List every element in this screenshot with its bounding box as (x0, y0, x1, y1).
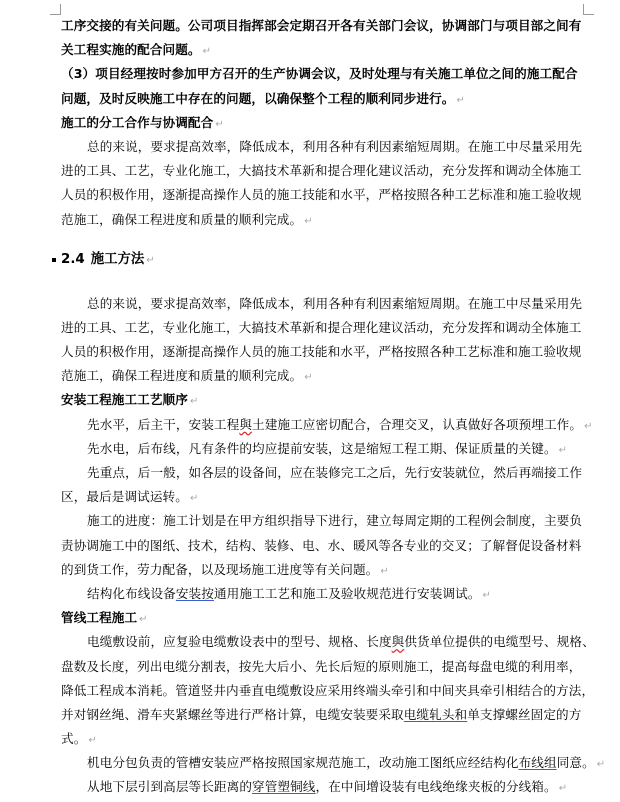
method-line-1: 总的来说，要求提高效率，降低成本，利用各种有利因素缩短周期。在施工中尽量采用先 (87, 295, 583, 311)
paragraph-mark-icon: ↵ (139, 614, 148, 626)
paragraph-mark-icon: ↵ (189, 493, 199, 505)
heading-number: 2.4 (61, 251, 85, 267)
paragraph-mark-icon: ↵ (189, 396, 199, 408)
coop-line-3: 人员的积极作用，逐渐提高操作人员的施工技能和水平，严格按照各种工艺标准和施工验收规 (61, 187, 582, 203)
install-p3-line-1: 先重点，后一般，如各层的设备间，应在装修完工之后，先行安装就位，然后再端接工作 (87, 465, 583, 480)
method-line-4: 范施工，确保工程进度和质量的顺利完成。 ↵ (61, 368, 313, 384)
grammar-flag[interactable]: 安装按 (175, 585, 214, 601)
paragraph-mark-icon: ↵ (304, 372, 313, 384)
coop-line-1: 总的来说，要求提高效率，降低成本，利用各种有利因素缩短周期。在施工中尽量采用先 (87, 138, 583, 154)
install-p4-line-1: 施工的进度：施工计划是在甲方组织指导下进行，建立每周定期的工程例会制度，主要负 (87, 513, 583, 529)
intro-line-2: 关工程实施的配合问题。 ↵ (61, 42, 212, 58)
pipe-line-5: 式。 ↵ (61, 731, 97, 747)
heading-2-4 (61, 240, 580, 280)
heading-bullet-icon (52, 258, 56, 262)
install-p3-line-2: 区，最后是调试运转。 ↵ (61, 489, 199, 505)
paragraph-mark-icon: ↵ (88, 735, 97, 747)
grammar-flag[interactable]: 电缆轧头和 (403, 706, 468, 722)
coop-line-2: 进的工具、工艺，专业化施工，大搞技术革新和提合理化建议活动，充分发挥和调动全体施工 (61, 163, 582, 179)
method-line-3: 人员的积极作用，逐渐提高操作人员的施工技能和水平，严格按照各种工艺标准和施工验收规 (61, 344, 582, 360)
section-title-install: 安装工程施工工艺顺序 ↵ (61, 392, 199, 408)
install-p4-line-3: 的到货工作，劳力配备，以及现场施工进度等有关问题。 ↵ (61, 561, 389, 577)
method-line-2: 进的工具、工艺，专业化施工，大搞技术革新和提合理化建议活动，充分发挥和调动全体施工 (61, 319, 582, 335)
paragraph-mark-icon: ↵ (558, 444, 568, 456)
grammar-flag[interactable]: 穿管塑铜线 (252, 779, 316, 795)
intro-line-1: 工序交接的有关问题。公司项目指挥部会定期召开各有关部门会议，协调部门与项目部之间有 (61, 18, 582, 33)
pipe-line-1: 电缆敷设前，应复验电缆敷设表中的型号、规格、长度與供货单位提供的电缆型号、规格、 (87, 634, 595, 650)
item3-line-2: 问题，及时反映施工中存在的问题，以确保整个工程的顺利同步进行。 ↵ (61, 90, 465, 106)
paragraph-mark-icon: ↵ (482, 589, 492, 601)
spellcheck-flag[interactable]: 與 (239, 416, 253, 432)
paragraph-mark-icon: ↵ (380, 565, 389, 577)
item3-line-1: （3）项目经理按时参加甲方召开的生产协调会议，及时处理与有关施工单位之间的施工配合 (61, 66, 578, 82)
section-title-cooperation: 施工的分工合作与协调配合 ↵ (61, 114, 224, 130)
install-p4-line-2: 责协调施工中的图纸、技术，结构、装修、电、水、暖风等各专业的交叉；了解督促设备材料 (61, 537, 582, 553)
paragraph-mark-icon: ↵ (584, 420, 593, 432)
paragraph-mark-icon: ↵ (202, 46, 212, 58)
coop-line-4: 范施工，确保工程进度和质量的顺利完成。 ↵ (61, 211, 313, 227)
install-p2: 先水电，后布线，凡有条件的均应提前安装，这是缩短工程工期、保证质量的关键。 ↵ (87, 440, 568, 456)
heading-title: 施工方法 (90, 251, 145, 267)
paragraph-mark-icon: ↵ (146, 254, 155, 266)
paragraph-mark-icon: ↵ (456, 94, 465, 106)
paragraph-mark-icon: ↵ (215, 118, 224, 130)
paragraph-mark-icon: ↵ (304, 215, 313, 227)
pipe-line-3: 降低工程成本消耗。管道竖井内垂直电缆敷设应采用终端头牵引和中间夹具牵引相结合的方法， (61, 682, 595, 698)
page-corner-top-left (50, 4, 61, 15)
page-corner-top-right (583, 4, 594, 15)
install-p1: 先水平，后主干，安装工程與土建施工应密切配合，合理交叉，认真做好各项预埋工作。 ↵ (87, 416, 593, 432)
paragraph-mark-icon: ↵ (596, 759, 606, 771)
spellcheck-flag[interactable]: 與 (391, 634, 405, 650)
section-title-pipe: 管线工程施工 ↵ (61, 610, 148, 626)
pipe-p2: 机电分包负责的管槽安装应严格按照国家规范施工，改动施工图纸应经结构化布线组同意。 ↵ (87, 755, 606, 771)
pipe-p3: 从地下层引到高层等长距离的穿管塑铜线，在中间增设装有电线绝缘夹板的分线箱。 ↵ (87, 779, 568, 795)
grammar-flag[interactable]: 布线组 (518, 755, 557, 771)
pipe-line-4: 并对钢丝绳、滑车夹紧螺丝等进行严格计算，电缆安装要采取电缆轧头和单支撑螺丝固定的方 (61, 706, 582, 722)
document-body[interactable] (61, 14, 606, 800)
pipe-line-2: 盘数及长度，列出电缆分割表，按先大后小、先长后短的原则施工，提高每盘电缆的利用率， (61, 658, 582, 674)
paragraph-mark-icon: ↵ (558, 783, 568, 795)
install-p5: 结构化布线设备安装按通用施工工艺和施工及验收规范进行安装调试。 ↵ (87, 585, 492, 601)
